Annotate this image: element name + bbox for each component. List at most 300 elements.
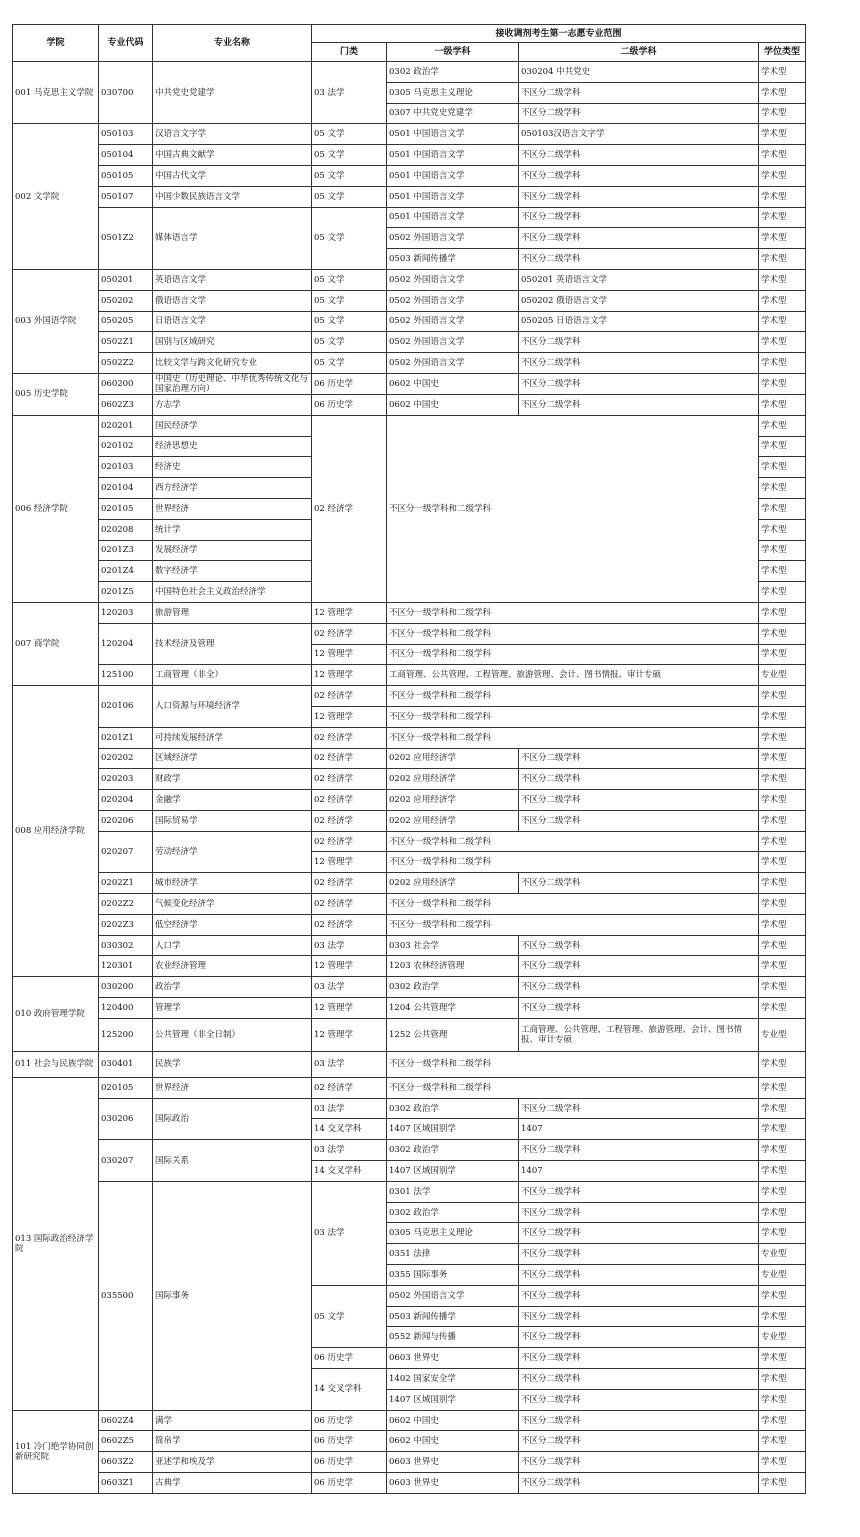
table-row bbox=[13, 914, 806, 935]
table-cell: 0502 外国语言文学 bbox=[387, 353, 519, 374]
table-cell: 007 商学院 bbox=[13, 602, 99, 685]
header-major-code: 专业代码 bbox=[99, 25, 153, 62]
table-cell: 050104 bbox=[99, 145, 153, 166]
table-cell: 03 法学 bbox=[312, 1181, 387, 1285]
table-cell: 学术型 bbox=[759, 623, 806, 644]
table-row bbox=[13, 1098, 806, 1119]
table-cell: 低空经济学 bbox=[153, 914, 312, 935]
table-cell: 02 经济学 bbox=[312, 748, 387, 769]
table-row bbox=[13, 665, 806, 686]
table-cell: 05 文学 bbox=[312, 290, 387, 311]
table-cell: 西方经济学 bbox=[153, 478, 312, 499]
table-cell: 05 文学 bbox=[312, 1285, 387, 1347]
table-cell: 公共管理（非全日制） bbox=[153, 1018, 312, 1051]
table-cell: 002 文学院 bbox=[13, 124, 99, 270]
table-cell: 学术型 bbox=[759, 62, 806, 83]
table-cell: 120204 bbox=[99, 623, 153, 665]
table-cell: 学术型 bbox=[759, 1202, 806, 1223]
table-cell: 05 文学 bbox=[312, 332, 387, 353]
table-cell: 学术型 bbox=[759, 394, 806, 415]
table-cell: 学术型 bbox=[759, 727, 806, 748]
table-cell: 0201Z4 bbox=[99, 561, 153, 582]
table-cell: 不区分一级学科和二级学科 bbox=[387, 706, 759, 727]
table-cell: 不区分二级学科 bbox=[519, 1265, 759, 1286]
table-cell: 0502 外国语言文学 bbox=[387, 228, 519, 249]
table-cell: 统计学 bbox=[153, 519, 312, 540]
table-row bbox=[13, 145, 806, 166]
table-cell: 02 经济学 bbox=[312, 1077, 387, 1098]
table-cell: 学术型 bbox=[759, 977, 806, 998]
table-body bbox=[13, 62, 806, 1494]
table-cell: 0501Z2 bbox=[99, 207, 153, 269]
table-cell: 学术型 bbox=[759, 582, 806, 603]
table-cell: 学术型 bbox=[759, 207, 806, 228]
table-cell: 不区分二级学科 bbox=[519, 103, 759, 124]
table-cell: 02 经济学 bbox=[312, 769, 387, 790]
table-cell: 0355 国际事务 bbox=[387, 1265, 519, 1286]
table-cell: 学术型 bbox=[759, 145, 806, 166]
table-cell: 经济思想史 bbox=[153, 436, 312, 457]
table-cell: 120400 bbox=[99, 998, 153, 1019]
table-cell: 不区分二级学科 bbox=[519, 935, 759, 956]
table-cell: 0602 中国史 bbox=[387, 1410, 519, 1431]
table-cell: 02 经济学 bbox=[312, 415, 387, 602]
table-cell: 060200 bbox=[99, 373, 153, 394]
table-cell: 010 政府管理学院 bbox=[13, 977, 99, 1052]
table-cell: 学术型 bbox=[759, 914, 806, 935]
table-cell: 不区分二级学科 bbox=[519, 1327, 759, 1348]
table-row bbox=[13, 1051, 806, 1077]
table-cell: 035500 bbox=[99, 1181, 153, 1410]
table-cell: 不区分二级学科 bbox=[519, 1244, 759, 1265]
table-cell: 02 经济学 bbox=[312, 894, 387, 915]
table-cell: 0202Z1 bbox=[99, 873, 153, 894]
table-cell: 国别与区域研究 bbox=[153, 332, 312, 353]
table-cell: 学术型 bbox=[759, 1431, 806, 1452]
table-cell: 020104 bbox=[99, 478, 153, 499]
table-cell: 0201Z1 bbox=[99, 727, 153, 748]
table-cell: 学术型 bbox=[759, 1473, 806, 1494]
table-row bbox=[13, 353, 806, 374]
table-cell: 满学 bbox=[153, 1410, 312, 1431]
table-cell: 政治学 bbox=[153, 977, 312, 998]
table-cell: 0302 政治学 bbox=[387, 1140, 519, 1161]
table-cell: 国际关系 bbox=[153, 1140, 312, 1182]
table-cell: 学术型 bbox=[759, 1181, 806, 1202]
table-cell: 不区分二级学科 bbox=[519, 373, 759, 394]
table-cell: 学术型 bbox=[759, 831, 806, 852]
table-cell: 学术型 bbox=[759, 269, 806, 290]
table-cell: 0501 中国语言文学 bbox=[387, 124, 519, 145]
table-cell: 12 管理学 bbox=[312, 665, 387, 686]
header-major-name: 专业名称 bbox=[153, 25, 312, 62]
table-cell: 工商管理、公共管理、工程管理、旅游管理、会计、图书情报、审计专硕 bbox=[387, 665, 759, 686]
table-cell: 0603 世界史 bbox=[387, 1348, 519, 1369]
table-cell: 专业型 bbox=[759, 1018, 806, 1051]
table-cell: 学术型 bbox=[759, 1285, 806, 1306]
table-cell: 学术型 bbox=[759, 1161, 806, 1182]
table-row bbox=[13, 269, 806, 290]
table-cell: 0503 新闻传播学 bbox=[387, 249, 519, 270]
table-cell: 1252 公共管理 bbox=[387, 1018, 519, 1051]
table-cell: 旅游管理 bbox=[153, 602, 312, 623]
table-cell: 学术型 bbox=[759, 1223, 806, 1244]
table-cell: 020202 bbox=[99, 748, 153, 769]
table-cell: 不区分一级学科和二级学科 bbox=[387, 914, 759, 935]
table-cell: 不区分二级学科 bbox=[519, 332, 759, 353]
table-cell: 不区分二级学科 bbox=[519, 769, 759, 790]
table-cell: 媒体语言学 bbox=[153, 207, 312, 269]
table-cell: 学术型 bbox=[759, 748, 806, 769]
table-cell: 0502 外国语言文学 bbox=[387, 311, 519, 332]
table-row bbox=[13, 623, 806, 644]
table-cell: 学术型 bbox=[759, 998, 806, 1019]
table-cell: 学术型 bbox=[759, 1452, 806, 1473]
table-cell: 学术型 bbox=[759, 602, 806, 623]
table-cell: 030401 bbox=[99, 1051, 153, 1077]
table-cell: 国际事务 bbox=[153, 1181, 312, 1410]
table-cell: 0305 马克思主义理论 bbox=[387, 1223, 519, 1244]
table-cell: 不区分二级学科 bbox=[519, 186, 759, 207]
table-cell: 学术型 bbox=[759, 686, 806, 707]
table-cell: 0502 外国语言文学 bbox=[387, 332, 519, 353]
table-cell: 简帛学 bbox=[153, 1431, 312, 1452]
table-cell: 02 经济学 bbox=[312, 623, 387, 644]
table-cell: 003 外国语学院 bbox=[13, 269, 99, 373]
table-cell: 数字经济学 bbox=[153, 561, 312, 582]
table-cell: 12 管理学 bbox=[312, 998, 387, 1019]
table-cell: 0202Z2 bbox=[99, 894, 153, 915]
table-cell: 学术型 bbox=[759, 956, 806, 977]
table-row bbox=[13, 977, 806, 998]
table-cell: 中国史（历史理论、中华优秀传统文化与国家治理方向） bbox=[153, 373, 312, 394]
table-cell: 0303 社会学 bbox=[387, 935, 519, 956]
table-row bbox=[13, 1410, 806, 1431]
table-cell: 03 法学 bbox=[312, 977, 387, 998]
table-cell: 中国少数民族语言文学 bbox=[153, 186, 312, 207]
table-cell: 不区分二级学科 bbox=[519, 1223, 759, 1244]
table-cell: 学术型 bbox=[759, 1077, 806, 1098]
table-cell: 0602 中国史 bbox=[387, 1431, 519, 1452]
table-cell: 030206 bbox=[99, 1098, 153, 1140]
table-cell: 古典学 bbox=[153, 1473, 312, 1494]
table-cell: 学术型 bbox=[759, 1410, 806, 1431]
table-cell: 030207 bbox=[99, 1140, 153, 1182]
table-cell: 0301 法学 bbox=[387, 1181, 519, 1202]
table-cell: 不区分一级学科和二级学科 bbox=[387, 415, 759, 602]
table-cell: 050202 bbox=[99, 290, 153, 311]
table-cell: 学术型 bbox=[759, 373, 806, 394]
table-cell: 不区分一级学科和二级学科 bbox=[387, 686, 759, 707]
table-cell: 02 经济学 bbox=[312, 686, 387, 707]
table-cell: 经济史 bbox=[153, 457, 312, 478]
table-cell: 0307 中共党史党建学 bbox=[387, 103, 519, 124]
table-cell: 05 文学 bbox=[312, 269, 387, 290]
table-cell: 12 管理学 bbox=[312, 852, 387, 873]
table-cell: 学术型 bbox=[759, 457, 806, 478]
table-cell: 0305 马克思主义理论 bbox=[387, 82, 519, 103]
table-cell: 区域经济学 bbox=[153, 748, 312, 769]
table-cell: 020106 bbox=[99, 686, 153, 728]
table-cell: 不区分二级学科 bbox=[519, 748, 759, 769]
table-cell: 06 历史学 bbox=[312, 1473, 387, 1494]
table-row bbox=[13, 394, 806, 415]
table-cell: 05 文学 bbox=[312, 186, 387, 207]
table-cell: 030200 bbox=[99, 977, 153, 998]
table-row bbox=[13, 290, 806, 311]
table-cell: 12 管理学 bbox=[312, 602, 387, 623]
table-cell: 020203 bbox=[99, 769, 153, 790]
table-cell: 专业型 bbox=[759, 665, 806, 686]
table-cell: 14 交叉学科 bbox=[312, 1369, 387, 1411]
table-cell: 050202 俄语语言文学 bbox=[519, 290, 759, 311]
table-cell: 050201 bbox=[99, 269, 153, 290]
table-cell: 人口学 bbox=[153, 935, 312, 956]
table-cell: 学术型 bbox=[759, 1389, 806, 1410]
table-cell: 020105 bbox=[99, 498, 153, 519]
table-cell: 0202Z3 bbox=[99, 914, 153, 935]
table-row bbox=[13, 1181, 806, 1202]
table-cell: 学术型 bbox=[759, 1119, 806, 1140]
table-cell: 亚述学和埃及学 bbox=[153, 1452, 312, 1473]
table-cell: 0502Z1 bbox=[99, 332, 153, 353]
table-cell: 1407 区域国别学 bbox=[387, 1161, 519, 1182]
table-cell: 学术型 bbox=[759, 186, 806, 207]
table-cell: 学术型 bbox=[759, 249, 806, 270]
table-cell: 学术型 bbox=[759, 790, 806, 811]
table-cell: 工商管理（非全） bbox=[153, 665, 312, 686]
table-cell: 不区分一级学科和二级学科 bbox=[387, 602, 759, 623]
table-cell: 学术型 bbox=[759, 894, 806, 915]
table-cell: 不区分二级学科 bbox=[519, 165, 759, 186]
table-cell: 不区分二级学科 bbox=[519, 810, 759, 831]
table-cell: 学术型 bbox=[759, 82, 806, 103]
table-cell: 02 经济学 bbox=[312, 831, 387, 852]
table-cell: 02 经济学 bbox=[312, 873, 387, 894]
table-cell: 008 应用经济学院 bbox=[13, 686, 99, 977]
table-cell: 汉语言文字学 bbox=[153, 124, 312, 145]
table-row bbox=[13, 1473, 806, 1494]
table-row bbox=[13, 1140, 806, 1161]
table-cell: 0602Z5 bbox=[99, 1431, 153, 1452]
table-cell: 学术型 bbox=[759, 311, 806, 332]
table-cell: 03 法学 bbox=[312, 935, 387, 956]
table-cell: 不区分二级学科 bbox=[519, 1431, 759, 1452]
table-cell: 学术型 bbox=[759, 1098, 806, 1119]
header-college: 学院 bbox=[13, 25, 99, 62]
table-cell: 中国古代文学 bbox=[153, 165, 312, 186]
table-cell: 不区分二级学科 bbox=[519, 1181, 759, 1202]
table-cell: 12 管理学 bbox=[312, 706, 387, 727]
table-cell: 1407 区域国别学 bbox=[387, 1119, 519, 1140]
table-cell: 0202 应用经济学 bbox=[387, 873, 519, 894]
table-row bbox=[13, 935, 806, 956]
table-row bbox=[13, 602, 806, 623]
table-cell: 006 经济学院 bbox=[13, 415, 99, 602]
table-cell: 0602 中国史 bbox=[387, 373, 519, 394]
table-cell: 不区分二级学科 bbox=[519, 1140, 759, 1161]
table-cell: 金融学 bbox=[153, 790, 312, 811]
table-cell: 农业经济管理 bbox=[153, 956, 312, 977]
table-cell: 06 历史学 bbox=[312, 1410, 387, 1431]
table-cell: 1203 农林经济管理 bbox=[387, 956, 519, 977]
table-row bbox=[13, 1018, 806, 1051]
table-cell: 不区分一级学科和二级学科 bbox=[387, 623, 759, 644]
table-cell: 不区分一级学科和二级学科 bbox=[387, 644, 759, 665]
table-cell: 0302 政治学 bbox=[387, 62, 519, 83]
table-cell: 财政学 bbox=[153, 769, 312, 790]
table-row bbox=[13, 62, 806, 83]
table-cell: 06 历史学 bbox=[312, 373, 387, 394]
table-cell: 不区分二级学科 bbox=[519, 1410, 759, 1431]
table-cell: 013 国际政治经济学院 bbox=[13, 1077, 99, 1410]
table-cell: 03 法学 bbox=[312, 62, 387, 124]
table-cell: 方志学 bbox=[153, 394, 312, 415]
table-cell: 俄语语言文学 bbox=[153, 290, 312, 311]
table-cell: 学术型 bbox=[759, 769, 806, 790]
table-cell: 不区分二级学科 bbox=[519, 790, 759, 811]
table-row bbox=[13, 873, 806, 894]
table-cell: 05 文学 bbox=[312, 165, 387, 186]
table-cell: 可持续发展经济学 bbox=[153, 727, 312, 748]
table-cell: 12 管理学 bbox=[312, 1018, 387, 1051]
table-cell: 劳动经济学 bbox=[153, 831, 312, 873]
table-cell: 不区分一级学科和二级学科 bbox=[387, 727, 759, 748]
table-row bbox=[13, 956, 806, 977]
table-cell: 学术型 bbox=[759, 706, 806, 727]
table-cell: 不区分二级学科 bbox=[519, 1369, 759, 1390]
table-cell: 发展经济学 bbox=[153, 540, 312, 561]
table-cell: 世界经济 bbox=[153, 498, 312, 519]
table-cell: 不区分一级学科和二级学科 bbox=[387, 1077, 759, 1098]
table-cell: 不区分二级学科 bbox=[519, 353, 759, 374]
table-cell: 工商管理、公共管理、工程管理、旅游管理、会计、图书情报、审计专硕 bbox=[519, 1018, 759, 1051]
table-cell: 050103汉语言文字学 bbox=[519, 124, 759, 145]
table-row bbox=[13, 831, 806, 852]
table-cell: 0603Z2 bbox=[99, 1452, 153, 1473]
table-cell: 日语语言文学 bbox=[153, 311, 312, 332]
table-cell: 0503 新闻传播学 bbox=[387, 1306, 519, 1327]
table-cell: 02 经济学 bbox=[312, 810, 387, 831]
header-range-title: 接收调剂考生第一志愿专业范围 bbox=[312, 25, 806, 43]
table-cell: 0202 应用经济学 bbox=[387, 810, 519, 831]
table-cell: 国际政治 bbox=[153, 1098, 312, 1140]
table-cell: 0502 外国语言文学 bbox=[387, 1285, 519, 1306]
table-cell: 05 文学 bbox=[312, 124, 387, 145]
table-cell: 不区分一级学科和二级学科 bbox=[387, 894, 759, 915]
table-cell: 学术型 bbox=[759, 415, 806, 436]
table-cell: 0602Z4 bbox=[99, 1410, 153, 1431]
table-cell: 不区分二级学科 bbox=[519, 207, 759, 228]
table-cell: 专业型 bbox=[759, 1265, 806, 1286]
table-cell: 不区分二级学科 bbox=[519, 1202, 759, 1223]
table-cell: 学术型 bbox=[759, 478, 806, 499]
table-cell: 学术型 bbox=[759, 561, 806, 582]
table-row bbox=[13, 165, 806, 186]
table-row bbox=[13, 207, 806, 228]
table-cell: 0603Z1 bbox=[99, 1473, 153, 1494]
table-cell: 中国特色社会主义政治经济学 bbox=[153, 582, 312, 603]
table-row bbox=[13, 790, 806, 811]
table-cell: 不区分二级学科 bbox=[519, 394, 759, 415]
table-cell: 不区分二级学科 bbox=[519, 998, 759, 1019]
table-cell: 1204 公共管理学 bbox=[387, 998, 519, 1019]
table-cell: 中共党史党建学 bbox=[153, 62, 312, 124]
table-cell: 学术型 bbox=[759, 165, 806, 186]
table-cell: 学术型 bbox=[759, 498, 806, 519]
table-cell: 0202 应用经济学 bbox=[387, 769, 519, 790]
table-cell: 0603 世界史 bbox=[387, 1452, 519, 1473]
table-cell: 005 历史学院 bbox=[13, 373, 99, 415]
table-cell: 050205 日语语言文学 bbox=[519, 311, 759, 332]
table-row bbox=[13, 1431, 806, 1452]
header-degree-type: 学位类型 bbox=[759, 43, 806, 62]
table-row bbox=[13, 186, 806, 207]
table-row bbox=[13, 686, 806, 707]
table-cell: 学术型 bbox=[759, 540, 806, 561]
table-cell: 不区分二级学科 bbox=[519, 1348, 759, 1369]
table-cell: 学术型 bbox=[759, 935, 806, 956]
table-row bbox=[13, 1077, 806, 1098]
table-cell: 020208 bbox=[99, 519, 153, 540]
table-cell: 不区分二级学科 bbox=[519, 228, 759, 249]
table-cell: 气候变化经济学 bbox=[153, 894, 312, 915]
table-cell: 专业型 bbox=[759, 1244, 806, 1265]
table-cell: 不区分二级学科 bbox=[519, 1285, 759, 1306]
table-cell: 050103 bbox=[99, 124, 153, 145]
table-cell: 不区分二级学科 bbox=[519, 145, 759, 166]
table-cell: 020207 bbox=[99, 831, 153, 873]
table-cell: 050205 bbox=[99, 311, 153, 332]
table-cell: 030302 bbox=[99, 935, 153, 956]
table-cell: 不区分二级学科 bbox=[519, 1306, 759, 1327]
table-cell: 学术型 bbox=[759, 290, 806, 311]
table-cell: 050105 bbox=[99, 165, 153, 186]
table-cell: 125100 bbox=[99, 665, 153, 686]
table-cell: 12 管理学 bbox=[312, 644, 387, 665]
table-cell: 03 法学 bbox=[312, 1051, 387, 1077]
table-cell: 不区分二级学科 bbox=[519, 1452, 759, 1473]
table-cell: 学术型 bbox=[759, 852, 806, 873]
table-cell: 0502 外国语言文学 bbox=[387, 269, 519, 290]
table-row bbox=[13, 748, 806, 769]
table-cell: 020105 bbox=[99, 1077, 153, 1098]
table-cell: 不区分二级学科 bbox=[519, 1098, 759, 1119]
table-cell: 1407 bbox=[519, 1161, 759, 1182]
table-cell: 世界经济 bbox=[153, 1077, 312, 1098]
table-cell: 学术型 bbox=[759, 353, 806, 374]
table-cell: 比较文学与跨文化研究专业 bbox=[153, 353, 312, 374]
table-cell: 不区分二级学科 bbox=[519, 977, 759, 998]
table-cell: 020102 bbox=[99, 436, 153, 457]
table-cell: 101 冷门绝学协同创新研究院 bbox=[13, 1410, 99, 1493]
table-row bbox=[13, 727, 806, 748]
table-cell: 0501 中国语言文学 bbox=[387, 165, 519, 186]
table-cell: 学术型 bbox=[759, 103, 806, 124]
table-row bbox=[13, 332, 806, 353]
table-cell: 05 文学 bbox=[312, 145, 387, 166]
table-cell: 专业型 bbox=[759, 1327, 806, 1348]
table-cell: 050107 bbox=[99, 186, 153, 207]
table-cell: 学术型 bbox=[759, 1051, 806, 1077]
table-row bbox=[13, 124, 806, 145]
table-row bbox=[13, 894, 806, 915]
table-cell: 050201 英语语言文学 bbox=[519, 269, 759, 290]
table-cell: 0501 中国语言文学 bbox=[387, 207, 519, 228]
table-cell: 学术型 bbox=[759, 332, 806, 353]
table-cell: 国际贸易学 bbox=[153, 810, 312, 831]
table-cell: 14 交叉学科 bbox=[312, 1119, 387, 1140]
